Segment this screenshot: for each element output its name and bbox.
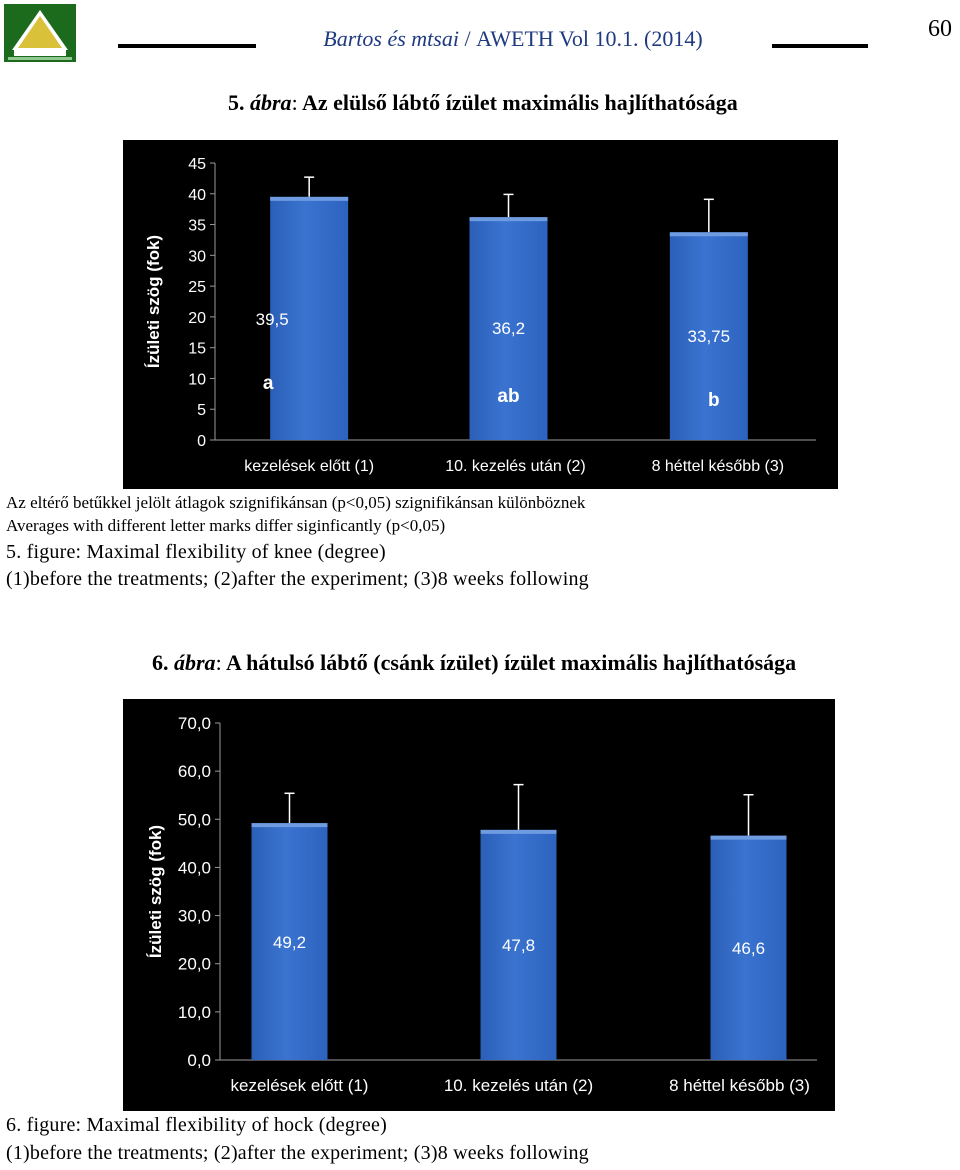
y-tick-label: 20,0 [177, 954, 211, 974]
bar-value-label: 36,2 [491, 319, 526, 338]
y-tick-label: 20 [188, 309, 206, 327]
header-journal: AWETH Vol 10.1. (2014) [476, 26, 703, 51]
y-tick-label: 0 [197, 433, 206, 450]
figure5-chart [123, 140, 838, 489]
significance-letter: ab [497, 386, 520, 407]
figure6-chart-svg [123, 699, 835, 1111]
y-tick-label: 15 [188, 340, 206, 358]
bar-top-highlight [270, 197, 348, 201]
y-tick-label: 5 [197, 402, 206, 420]
x-category-label: kezelések előtt (1) [244, 458, 375, 475]
x-category-label: 8 héttel később (3) [669, 1076, 810, 1095]
bar-top-highlight [670, 232, 748, 236]
y-tick-label: 70,0 [177, 714, 211, 733]
bar-top-highlight [470, 217, 548, 221]
x-category-label: kezelések előtt (1) [230, 1076, 369, 1095]
header-separator: / [464, 26, 471, 51]
figure6-title-num: 6. [152, 650, 169, 675]
figure5-caption-line2: (1)before the treatments; (2)after the experiment; (3)8 weeks following [6, 568, 589, 590]
y-tick-label: 10,0 [177, 1002, 211, 1022]
figure6-title-rest: A hátulsó lábtő (csánk ízület) ízület maximális hajlíthatósága [225, 650, 797, 675]
bar-top-highlight [711, 836, 787, 840]
y-tick-label: 10 [188, 371, 206, 389]
y-tick-label: 30 [188, 248, 206, 266]
figure5-title-word: ábra [250, 90, 292, 115]
y-tick-label: 45 [188, 156, 206, 173]
bar-value-label: 39,5 [255, 310, 289, 329]
figure5-chart-svg [123, 140, 838, 489]
y-axis-title: Ízületi szög (fok) [146, 824, 165, 959]
y-tick-label: 50,0 [177, 810, 211, 830]
y-tick-label: 40,0 [177, 858, 211, 878]
header-authors: Bartos és mtsai [323, 26, 459, 51]
figure5-note-en: Averages with different letter marks differ siginficantly (p<0,05) [6, 516, 446, 535]
figure5-caption-line1: 5. figure: Maximal flexibility of knee (degree) [6, 541, 386, 563]
y-tick-label: 60,0 [177, 762, 211, 782]
significance-letter: b [708, 390, 720, 411]
y-tick-label: 35 [188, 217, 206, 235]
figure6-chart [123, 699, 835, 1111]
figure6-caption-line1: 6. figure: Maximal flexibility of hock (degree) [6, 1114, 387, 1136]
figure6-title-word: ábra [174, 650, 216, 675]
y-tick-label: 0,0 [187, 1051, 211, 1070]
y-tick-label: 30,0 [177, 906, 211, 926]
bar-value-label: 47,8 [501, 936, 536, 955]
bar-value-label: 49,2 [272, 933, 307, 952]
bar-value-label: 46,6 [731, 939, 766, 958]
figure6-title: 6. ábra: A hátulsó lábtő (csánk ízület) ízület maximális hajlíthatósága [152, 650, 797, 675]
y-axis-title: Ízületi szög (fok) [144, 234, 163, 369]
bar-top-highlight [481, 830, 557, 834]
figure5-title-rest: Az elülső lábtő ízület maximális hajlíthatósága [301, 90, 738, 115]
page-number: 60 [928, 16, 952, 42]
figure5-title: 5. ábra: Az elülső lábtő ízület maximális hajlíthatósága [228, 90, 738, 115]
bar-value-label: 33,75 [687, 327, 731, 346]
figure5-note-hu: Az eltérő betűkkel jelölt átlagok szignifikánsan (p<0,05) szignifikánsan különböznek [6, 493, 586, 512]
significance-letter: a [262, 373, 274, 394]
y-tick-label: 40 [188, 186, 206, 204]
running-header [0, 26, 960, 52]
x-category-label: 10. kezelés után (2) [445, 458, 586, 475]
figure5-title-num: 5. [228, 90, 245, 115]
figure6-caption-line2: (1)before the treatments; (2)after the experiment; (3)8 weeks following [6, 1142, 589, 1164]
bar-top-highlight [252, 823, 328, 827]
x-category-label: 10. kezelés után (2) [443, 1076, 594, 1095]
y-tick-label: 25 [188, 279, 206, 297]
x-category-label: 8 héttel később (3) [651, 458, 785, 475]
